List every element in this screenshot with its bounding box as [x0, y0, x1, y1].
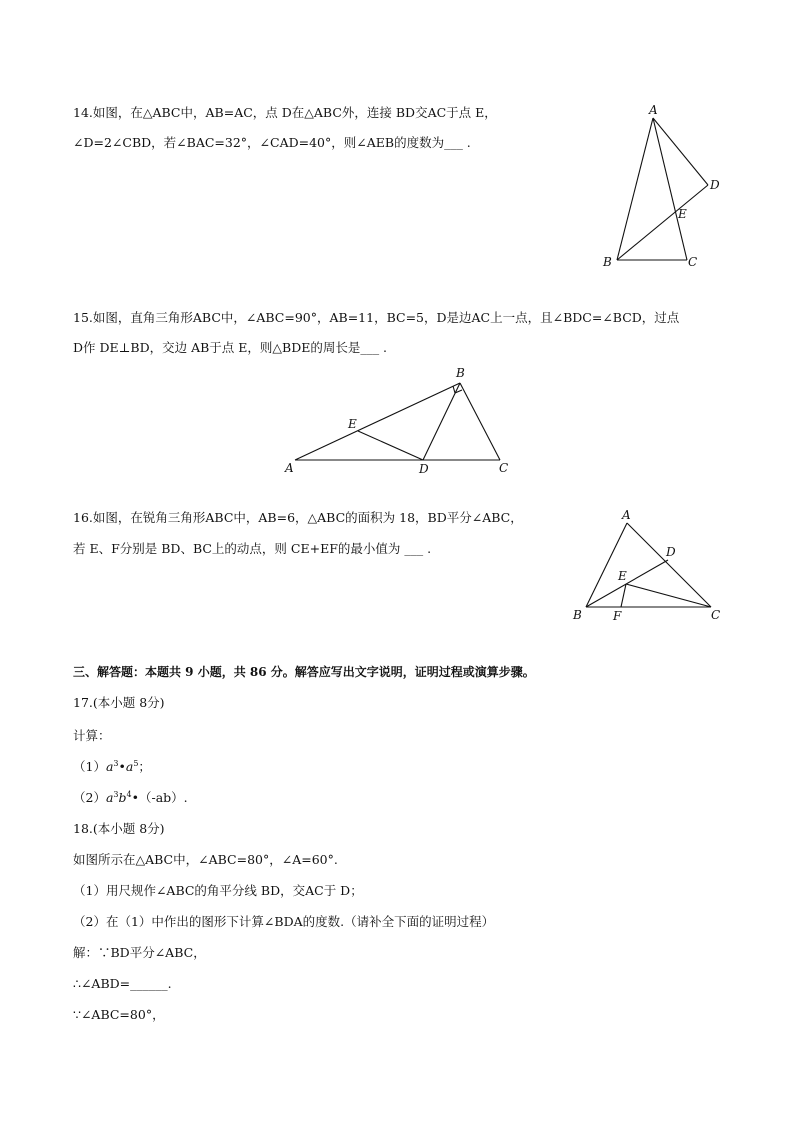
q15-label-d: D: [419, 462, 429, 476]
q18-title: 18.(本小题 8分): [73, 821, 165, 836]
q16-label-d: D: [666, 545, 676, 559]
q14-line1: 14.如图，在△ABC中，AB=AC，点 D在△ABC外，连接 BD交AC于点 E，: [73, 105, 497, 120]
q16-segment-ef: [621, 584, 626, 607]
q16-line1: 16.如图，在锐角三角形ABC中，AB=6，△ABC的面积为 18，BD平分∠ABC，: [73, 510, 523, 525]
q15-line1: 15.如图，直角三角形ABC中，∠ABC=90°，AB=11，BC=5，D是边AC上一点，且∠BDC=∠BCD，过点: [73, 310, 680, 325]
q15-side-ab: [295, 383, 460, 460]
q15-label-e: E: [348, 417, 357, 431]
q16-figure: [570, 506, 730, 626]
q15-line2: D作 DE⊥BD，交边 AB于点 E，则△BDE的周长是___ .: [73, 340, 388, 355]
q18-line5: ∴∠ABD=______.: [73, 976, 172, 991]
q16-label-b: B: [573, 608, 582, 622]
q14-label-e: E: [678, 207, 687, 221]
q16-label-c: C: [711, 608, 721, 622]
q16-line2: 若 E、F分别是 BD、BC上的动点，则 CE+EF的最小值为 ___ .: [73, 541, 432, 556]
q18-line1: 如图所示在△ABC中，∠ABC=80°，∠A=60°.: [73, 852, 338, 867]
section-3-heading: 三、解答题：本题共 9 小题，共 86 分。解答应写出文字说明，证明过程或演算步骤。: [73, 665, 535, 679]
q15-label-c: C: [499, 461, 509, 475]
q18-line3: （2）在（1）中作出的图形下计算∠BDA的度数.（请补全下面的证明过程）: [73, 914, 495, 929]
q14-side-bd: [617, 185, 708, 260]
q14-label-a: A: [649, 103, 658, 117]
q17-part2: $(2)a^3b^4•(-ab)$.: [73, 789, 188, 805]
q15-side-bd: [423, 383, 460, 460]
q14-label-b: B: [603, 255, 612, 269]
q16-label-a: A: [622, 508, 631, 522]
q17-part1: $(1)a^3•a^5$；: [73, 758, 151, 774]
q16-side-ac: [627, 523, 711, 607]
q16-side-ab: [586, 523, 627, 607]
q15-label-a: A: [285, 461, 294, 475]
q14-label-d: D: [710, 178, 720, 192]
q14-side-ab: [617, 118, 653, 260]
q16-segment-ce: [626, 584, 711, 607]
q18-line6: ∵∠ABC=80°，: [73, 1007, 165, 1022]
q15-label-b: B: [456, 366, 465, 380]
q17-intro: 计算：: [73, 728, 111, 743]
q16-label-f: F: [613, 609, 622, 623]
q15-side-bc: [460, 383, 500, 460]
q18-line4: 解：∵BD平分∠ABC，: [73, 945, 206, 960]
q16-segment-bd: [586, 560, 668, 607]
q14-figure: [595, 100, 735, 275]
q18-line2: （1）用尺规作∠ABC的角平分线 BD，交AC于 D；: [73, 883, 363, 898]
q17-title: 17.(本小题 8分): [73, 695, 165, 710]
q16-label-e: E: [618, 569, 627, 583]
q15-side-de: [358, 431, 423, 460]
q14-label-c: C: [688, 255, 698, 269]
q15-figure: [280, 362, 520, 480]
q14-line2: ∠D=2∠CBD，若∠BAC=32°，∠CAD=40°，则∠AEB的度数为___ .: [73, 135, 471, 150]
